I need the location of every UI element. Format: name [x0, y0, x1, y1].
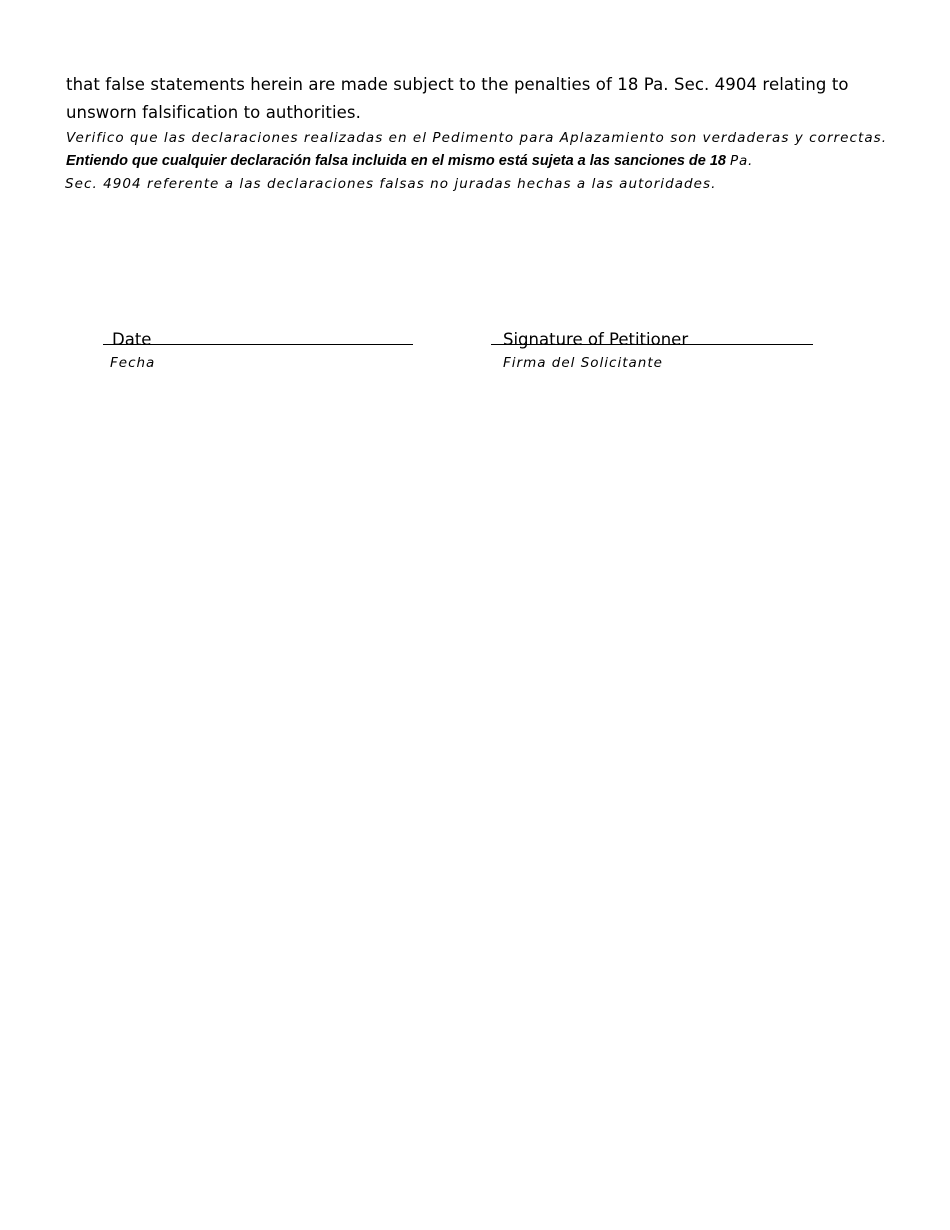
declaration-spanish-line-2-bold: Entiendo que cualquier declaración falsa incluida en el mismo está sujeta a las sanciones de 18: [66, 153, 726, 169]
signature-label: Signature of Petitioner: [503, 330, 689, 349]
signature-sublabel: Firma del Solicitante: [503, 355, 663, 371]
declaration-spanish-line-3: Sec. 4904 referente a las declaraciones falsas no juradas hechas a las autoridades.: [65, 176, 717, 192]
declaration-spanish-line-2-tail: Pa.: [730, 153, 754, 169]
date-line[interactable]: [103, 344, 413, 345]
date-sublabel: Fecha: [110, 355, 156, 371]
declaration-english-line-1: that false statements herein are made subject to the penalties of 18 Pa. Sec. 4904 relating to: [66, 75, 849, 94]
signature-line[interactable]: [491, 344, 813, 345]
declaration-english-line-2: unsworn falsification to authorities.: [66, 103, 361, 122]
date-label: Date: [112, 330, 152, 349]
declaration-spanish-line-1: Verifico que las declaraciones realizadas en el Pedimento para Aplazamiento son verdaderas y correctas.: [66, 130, 888, 146]
declaration-spanish-line-2: [66, 152, 753, 170]
